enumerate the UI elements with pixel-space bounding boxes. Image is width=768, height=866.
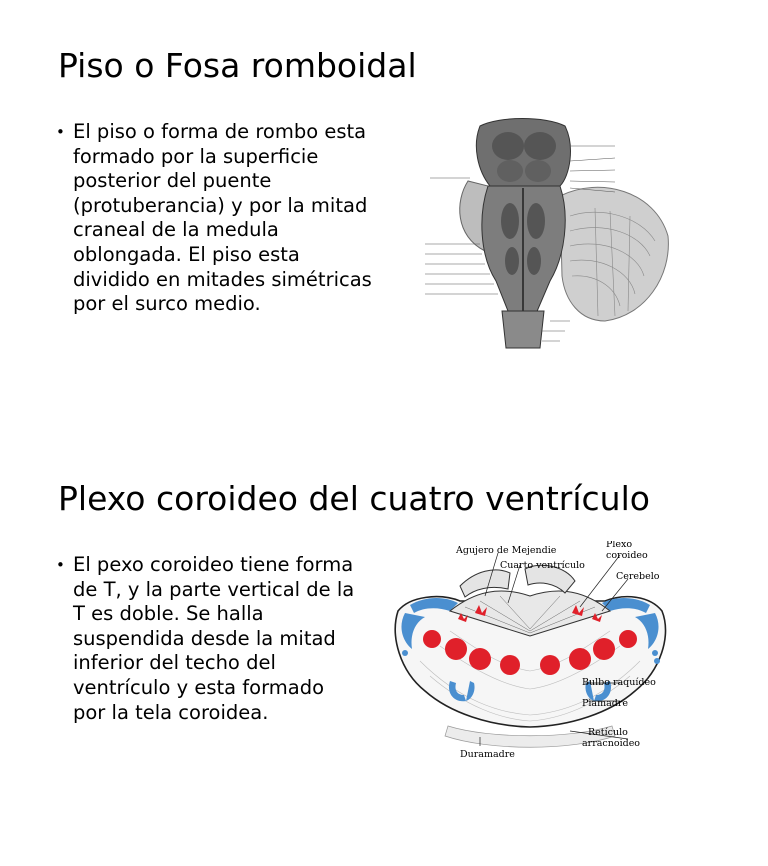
bullet-icon: • bbox=[56, 556, 65, 574]
choroid-plexus-diagram bbox=[380, 541, 680, 763]
bullet-text: El pexo coroideo tiene forma de T, y la parte vertical de la T es doble. Se halla suspendida desde la mitad inferior del techo del ventrículo y esta formado por la tela coroidea. bbox=[73, 553, 355, 724]
label-plexo-1: Plexo bbox=[606, 541, 633, 550]
label-cerebelo: Cerebelo bbox=[616, 571, 660, 582]
bullet-point bbox=[56, 120, 374, 317]
brainstem-rhomboid-fossa-icon bbox=[410, 116, 672, 356]
label-reticulo-2: arracnoideo bbox=[582, 738, 641, 749]
bullet-icon: • bbox=[56, 123, 65, 141]
bullet-text: El piso o forma de rombo esta formado por la superficie posterior del puente (protuberancia) y por la mitad craneal de la medula oblongada. El piso esta dividido en mitades simétricas por el surco medio. bbox=[73, 120, 372, 316]
slide-choroid-plexus bbox=[0, 433, 768, 866]
bullet-point bbox=[56, 553, 356, 725]
label-piamadre: Piamadre bbox=[582, 698, 629, 709]
label-agujero: Agujero de Mejendie bbox=[456, 545, 557, 556]
label-reticulo-1: Retículo bbox=[588, 727, 628, 738]
label-plexo-2: coroideo bbox=[606, 550, 648, 561]
label-duramadre: Duramadre bbox=[460, 749, 515, 760]
brainstem-illustration bbox=[410, 116, 672, 356]
slide-title: Piso o Fosa romboidal bbox=[58, 46, 417, 85]
label-bulbo: Bulbo raquídeo bbox=[582, 677, 656, 688]
fourth-ventricle-section-icon bbox=[380, 541, 680, 763]
label-cuarto: Cuarto ventrículo bbox=[500, 560, 585, 571]
slide-title: Plexo coroideo del cuatro ventrículo bbox=[58, 479, 650, 518]
